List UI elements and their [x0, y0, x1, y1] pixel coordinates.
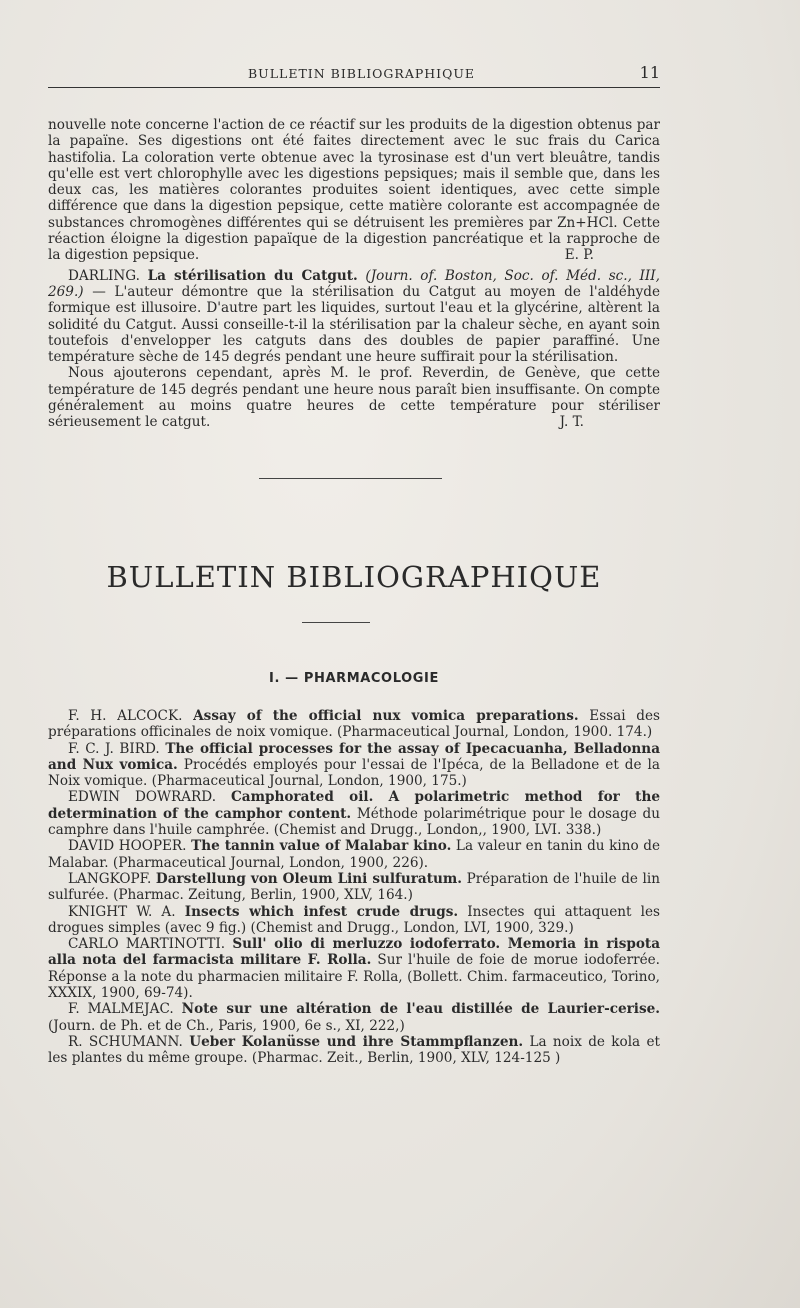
- bibliography-entry: [48, 871, 660, 904]
- entry-title: Sull' olio di merluzzo iodoferrato. Memoria in rispota alla nota del farmacista militare F. Rolla.: [48, 936, 661, 969]
- entry-description: Méthode polarimétrique pour le dosage du camphre dans l'huile camphrée. (Chemist and Drugg., London,, 1900, LVI. 338.): [48, 805, 660, 839]
- darling-author: DARLING.: [68, 267, 140, 284]
- intro-paragraph-1: [48, 117, 660, 264]
- bibliography-entry: [48, 789, 660, 838]
- darling-source: (Journ. of. Boston, Soc. of. Méd. sc., III, 269.): [48, 267, 660, 300]
- commentary-paragraph: [48, 365, 660, 430]
- bibliography-list: [48, 708, 660, 1067]
- entry-title: The tannin value of Malabar kino.: [191, 838, 452, 855]
- entry-author: F. C. J. BIRD.: [68, 740, 160, 757]
- bibliography-entry: [48, 708, 660, 741]
- bibliography-entry: [48, 904, 660, 937]
- darling-text: — L'auteur démontre que la stérilisation du Catgut au moyen de l'aldéhyde formique est illusoire. D'autre part les liquides, surtout l'eau et la glycérine, altèrent la solidité du Catgut. Aussi conseille-t-il la stérilisation par la chaleur sèche, en ayant soin toutefois d'envelopper les catguts dans des doubles de papier paraffiné. Une température sèche de 145 degrés pendant une heure suffirait pour la stérilisation.: [48, 283, 661, 366]
- section-title: BULLETIN BIBLIOGRAPHIQUE: [106, 560, 602, 594]
- entry-description: La noix de kola et les plantes du même groupe. (Pharmac. Zeit., Berlin, 1900, XLV, 124-125 ): [48, 1033, 660, 1067]
- entry-author: LANGKOPF.: [68, 870, 152, 887]
- intro-text: [48, 117, 660, 431]
- bibliography-entry: [48, 741, 660, 790]
- entry-description: (Journ. de Ph. et de Ch., Paris, 1900, 6e s., XI, 222,): [48, 1017, 405, 1034]
- entry-title: Insects which infest crude drugs.: [184, 903, 459, 920]
- entry-description: Insectes qui attaquent les drogues simples (avec 9 fig.) (Chemist and Drugg., London, LVI, 1900, 329.): [48, 903, 661, 936]
- entry-title: The official processes for the assay of Ipecacuanha, Belladonna and Nux vomica.: [48, 740, 660, 773]
- running-head: BULLETIN BIBLIOGRAPHIQUE: [248, 66, 476, 81]
- signature-ep: E. P.: [564, 247, 594, 264]
- bibliography-entry: [48, 1034, 660, 1067]
- entry-author: EDWIN DOWRARD.: [68, 789, 217, 806]
- signature-jt: J. T.: [559, 414, 584, 431]
- entry-author: KNIGHT W. A.: [68, 903, 176, 920]
- title-underline: [302, 622, 370, 623]
- entry-author: R. SCHUMANN.: [68, 1033, 183, 1050]
- bibliography-entry: [48, 838, 660, 871]
- entry-description: Essai des préparations officinales de noix vomique. (Pharmaceutical Journal, London, 1900. 174.): [48, 708, 660, 741]
- entry-author: DAVID HOOPER.: [68, 838, 187, 855]
- entry-description: La valeur en tanin du kino de Malabar. (Pharmaceutical Journal, London, 1900, 226).: [48, 838, 660, 871]
- entry-description: Préparation de l'huile de lin sulfurée. (Pharmac. Zeitung, Berlin, 1900, XLV, 164.): [48, 870, 660, 904]
- entry-title: Ueber Kolanüsse und ihre Stammpflanzen.: [189, 1033, 524, 1050]
- entry-author: CARLO MARTINOTTI.: [68, 936, 226, 953]
- entry-title: Assay of the official nux vomica preparations.: [193, 708, 579, 724]
- entry-title: Note sur une altération de l'eau distillée de Laurier-cerise.: [181, 1001, 660, 1018]
- commentary-text: Nous ajouterons cependant, après M. le prof. Reverdin, de Genève, que cette température de 145 degrés pendant une heure nous paraît bien insuffisante. On compte généralement au moins quatre heures de cette température pour stériliser sérieusement le catgut.: [48, 365, 660, 431]
- entry-description: Sur l'huile de foie de morue iodoferrée. Réponse a la note du pharmacien militaire F. Rolla, (Bollett. Chim. farmaceutico, Torino, XXXIX, 1900, 69-74).: [48, 952, 660, 1002]
- section-divider: [259, 478, 442, 479]
- entry-title: Darstellung von Oleum Lini sulfuratum.: [155, 870, 462, 887]
- subsection-title: I. — PHARMACOLOGIE: [269, 671, 439, 686]
- bibliography-entry: [48, 936, 660, 1001]
- entry-author: F. MALMEJAC.: [68, 1001, 174, 1018]
- page-number: 11: [639, 63, 660, 82]
- entry-description: Procédés employés pour l'essai de l'Ipéca, de la Belladone et de la Noix vomique. (Pharmaceutical Journal, London, 1900, 175.): [48, 756, 661, 790]
- darling-paragraph: [48, 268, 660, 366]
- page-header: [48, 63, 660, 88]
- entry-author: F. H. ALCOCK.: [68, 708, 183, 724]
- bibliography-entry: [48, 1001, 660, 1034]
- darling-title: La stérilisation du Catgut.: [147, 267, 358, 284]
- intro-paragraph-1-text: nouvelle note concerne l'action de ce réactif sur les produits de la digestion obtenus par la papaïne. Ses digestions ont été faites directement avec le suc frais du Carica hastifolia. La coloration verte obtenue avec la tyrosinase est d'un vert bleuâtre, tandis qu'elle est vert chlorophylle avec les digestions pepsiques; mais il semble que, dans les deux cas, les matières colorantes produites soient identiques, avec cette simple différence que dans la digestion pepsique, cette matière colorante est accompagnée de substances chromogènes différentes qui se détruisent les premières par Zn+HCl. Cette réaction éloigne la digestion papaïque de la digestion pancréatique et la rapproche de la digestion pepsique.: [48, 117, 660, 264]
- entry-title: Camphorated oil. A polarimetric method for the determination of the camphor content.: [48, 789, 660, 822]
